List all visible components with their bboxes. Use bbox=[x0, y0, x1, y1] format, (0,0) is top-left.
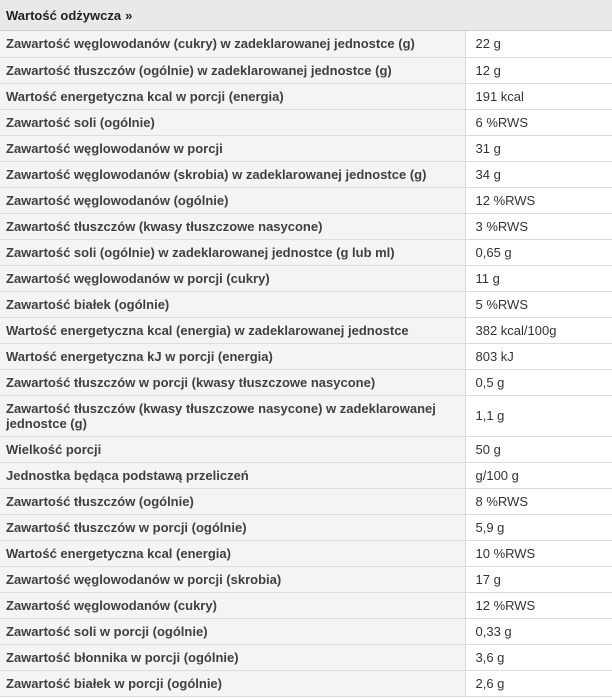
row-label: Zawartość tłuszczów w porcji (ogólnie) bbox=[0, 514, 465, 540]
row-label: Zawartość węglowodanów w porcji bbox=[0, 135, 465, 161]
row-label: Zawartość tłuszczów (kwasy tłuszczowe nasycone) w zadeklarowanej jednostce (g) bbox=[0, 395, 465, 436]
row-label: Zawartość soli (ogólnie) w zadeklarowanej jednostce (g lub ml) bbox=[0, 239, 465, 265]
row-value: 22 g bbox=[465, 31, 612, 57]
row-value: 12 %RWS bbox=[465, 187, 612, 213]
table-row bbox=[0, 618, 612, 644]
table-row bbox=[0, 213, 612, 239]
row-label: Zawartość białek w porcji (ogólnie) bbox=[0, 670, 465, 696]
row-value: 5,9 g bbox=[465, 514, 612, 540]
row-value: 803 kJ bbox=[465, 343, 612, 369]
table-row bbox=[0, 488, 612, 514]
row-label: Zawartość węglowodanów w porcji (cukry) bbox=[0, 265, 465, 291]
row-value: 191 kcal bbox=[465, 83, 612, 109]
nutrition-table-body bbox=[0, 31, 612, 696]
row-value: g/100 g bbox=[465, 462, 612, 488]
row-value: 382 kcal/100g bbox=[465, 317, 612, 343]
row-value: 10 %RWS bbox=[465, 540, 612, 566]
row-label: Zawartość węglowodanów (cukry) bbox=[0, 592, 465, 618]
row-value: 17 g bbox=[465, 566, 612, 592]
table-row bbox=[0, 57, 612, 83]
table-row bbox=[0, 161, 612, 187]
row-value: 5 %RWS bbox=[465, 291, 612, 317]
row-value: 12 g bbox=[465, 57, 612, 83]
row-label: Wartość energetyczna kcal (energia) w zadeklarowanej jednostce bbox=[0, 317, 465, 343]
table-row bbox=[0, 187, 612, 213]
row-value: 3 %RWS bbox=[465, 213, 612, 239]
row-label: Zawartość węglowodanów (skrobia) w zadeklarowanej jednostce (g) bbox=[0, 161, 465, 187]
table-row bbox=[0, 670, 612, 696]
table-row bbox=[0, 83, 612, 109]
row-value: 12 %RWS bbox=[465, 592, 612, 618]
row-label: Zawartość soli w porcji (ogólnie) bbox=[0, 618, 465, 644]
row-value: 3,6 g bbox=[465, 644, 612, 670]
row-value: 11 g bbox=[465, 265, 612, 291]
table-row bbox=[0, 239, 612, 265]
row-value: 6 %RWS bbox=[465, 109, 612, 135]
row-label: Wielkość porcji bbox=[0, 436, 465, 462]
row-value: 31 g bbox=[465, 135, 612, 161]
table-row bbox=[0, 462, 612, 488]
nutrition-section-header[interactable] bbox=[0, 0, 612, 31]
table-row bbox=[0, 369, 612, 395]
row-value: 8 %RWS bbox=[465, 488, 612, 514]
table-row bbox=[0, 395, 612, 436]
table-row bbox=[0, 514, 612, 540]
table-row bbox=[0, 592, 612, 618]
row-value: 0,65 g bbox=[465, 239, 612, 265]
row-label: Wartość energetyczna kcal w porcji (energia) bbox=[0, 83, 465, 109]
table-row bbox=[0, 436, 612, 462]
nutrition-table bbox=[0, 31, 612, 697]
row-value: 34 g bbox=[465, 161, 612, 187]
table-row bbox=[0, 566, 612, 592]
section-title: Wartość odżywcza bbox=[6, 7, 122, 23]
row-label: Zawartość tłuszczów w porcji (kwasy tłuszczowe nasycone) bbox=[0, 369, 465, 395]
row-label: Zawartość białek (ogólnie) bbox=[0, 291, 465, 317]
row-label: Zawartość soli (ogólnie) bbox=[0, 109, 465, 135]
table-row bbox=[0, 540, 612, 566]
row-label: Zawartość błonnika w porcji (ogólnie) bbox=[0, 644, 465, 670]
row-value: 2,6 g bbox=[465, 670, 612, 696]
row-value: 50 g bbox=[465, 436, 612, 462]
table-row bbox=[0, 317, 612, 343]
row-label: Jednostka będąca podstawą przeliczeń bbox=[0, 462, 465, 488]
table-row bbox=[0, 135, 612, 161]
row-label: Zawartość węglowodanów (cukry) w zadeklarowanej jednostce (g) bbox=[0, 31, 465, 57]
table-row bbox=[0, 265, 612, 291]
table-row bbox=[0, 109, 612, 135]
row-label: Zawartość węglowodanów (ogólnie) bbox=[0, 187, 465, 213]
row-label: Zawartość tłuszczów (ogólnie) w zadeklarowanej jednostce (g) bbox=[0, 57, 465, 83]
table-row bbox=[0, 644, 612, 670]
table-row bbox=[0, 291, 612, 317]
row-label: Zawartość tłuszczów (ogólnie) bbox=[0, 488, 465, 514]
row-label: Wartość energetyczna kcal (energia) bbox=[0, 540, 465, 566]
row-label: Wartość energetyczna kJ w porcji (energia) bbox=[0, 343, 465, 369]
chevron-right-icon: » bbox=[125, 7, 133, 23]
row-value: 1,1 g bbox=[465, 395, 612, 436]
row-label: Zawartość węglowodanów w porcji (skrobia) bbox=[0, 566, 465, 592]
row-label: Zawartość tłuszczów (kwasy tłuszczowe nasycone) bbox=[0, 213, 465, 239]
row-value: 0,5 g bbox=[465, 369, 612, 395]
table-row bbox=[0, 31, 612, 57]
table-row bbox=[0, 343, 612, 369]
row-value: 0,33 g bbox=[465, 618, 612, 644]
